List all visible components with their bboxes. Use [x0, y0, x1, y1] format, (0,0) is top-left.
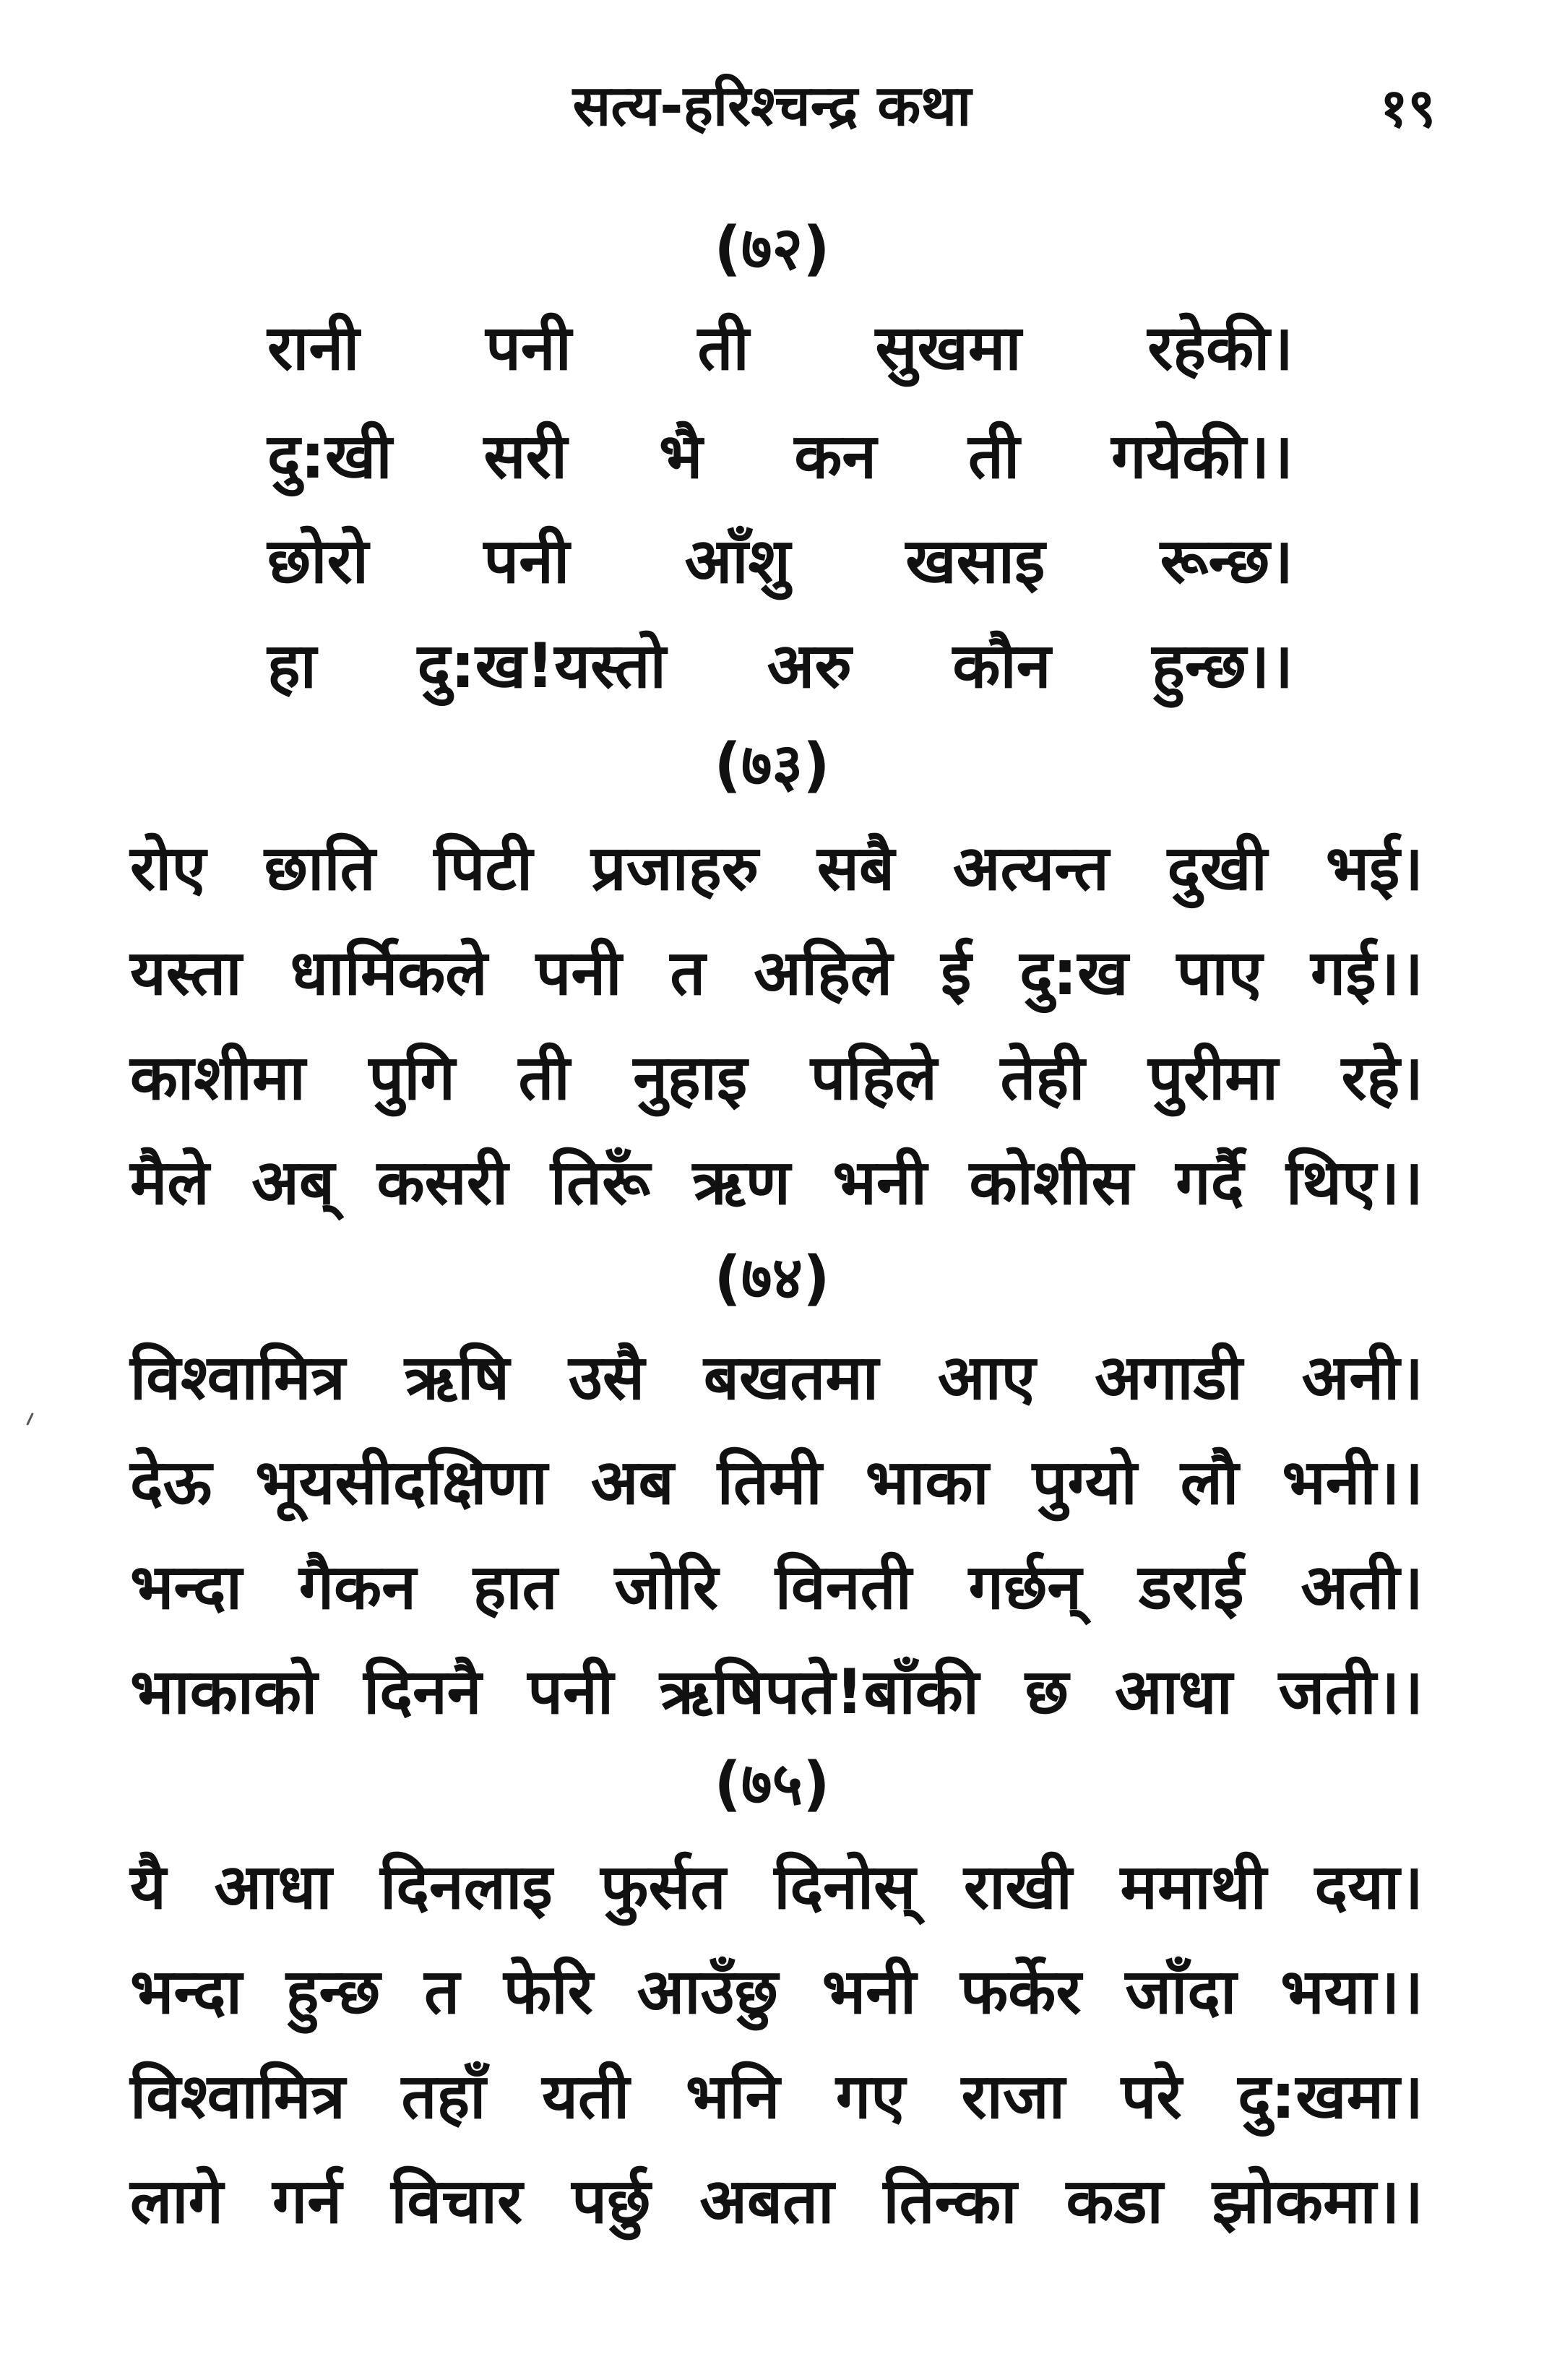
word: अबता — [699, 2165, 834, 2238]
running-title: सत्य-हरिश्चन्द्र कथा — [572, 74, 972, 139]
word: अती। — [1301, 1551, 1423, 1624]
word: दु:खी — [267, 421, 392, 493]
word: यस्ता — [130, 937, 242, 1009]
word: भनी — [832, 1147, 927, 1219]
word: भाका — [865, 1446, 989, 1519]
page-header — [0, 43, 1544, 139]
word: हुन्छ — [285, 1956, 381, 2028]
word: सरी — [483, 421, 568, 493]
word: पुरीमा — [1147, 1042, 1278, 1114]
word: सुखमा — [875, 312, 1022, 384]
verse-line — [130, 1333, 1423, 1418]
word: अत्यन्त — [952, 832, 1109, 905]
word: जती।। — [1278, 1656, 1423, 1728]
word: अगाडी — [1095, 1342, 1243, 1414]
verse-line — [130, 2157, 1423, 2241]
word: तिरूँ — [550, 1147, 650, 1219]
word: भया।। — [1280, 1956, 1423, 2028]
word: भनी — [821, 1956, 917, 2028]
verse-line — [267, 517, 1293, 601]
word: पुग्यो — [1032, 1446, 1137, 1519]
word: ऋण — [692, 1147, 790, 1219]
word: फर्केर — [960, 1956, 1082, 2028]
word: विनती — [775, 1551, 912, 1624]
word: बखतमा — [703, 1342, 879, 1414]
verse-line — [130, 1647, 1423, 1732]
word: ऋषि — [404, 1342, 510, 1414]
word: डराई — [1138, 1551, 1244, 1624]
verse-line — [130, 1438, 1423, 1522]
word: कसरी — [376, 1147, 509, 1219]
word: गयेकी।। — [1111, 421, 1293, 493]
word: अब् — [251, 1147, 335, 1219]
word: गई।। — [1311, 937, 1423, 1009]
word: दु:ख — [1019, 937, 1129, 1009]
verse-line — [130, 1543, 1423, 1627]
word: मैले — [130, 1147, 210, 1219]
word: काशीमा — [130, 1042, 306, 1114]
word: सबै — [816, 832, 895, 905]
word: हुन्छ।। — [1152, 630, 1293, 702]
word: कन — [794, 421, 877, 493]
word: दु:खमा। — [1238, 2061, 1423, 2133]
word: कौन — [952, 630, 1051, 702]
word: थिए।। — [1285, 1147, 1423, 1219]
word: परे — [1121, 2061, 1182, 2133]
word: ती — [967, 421, 1020, 493]
word: गए — [835, 2061, 905, 2133]
word: गर्दै — [1176, 1147, 1244, 1219]
word: खसाइ — [905, 525, 1045, 598]
word: ई — [941, 937, 972, 1009]
word: आँशु — [684, 525, 790, 598]
word: पनी — [486, 312, 572, 384]
verse-line — [130, 1842, 1423, 1927]
word: अनी। — [1301, 1342, 1423, 1414]
word: विश्वामित्र — [130, 2061, 345, 2133]
scan-speck — [26, 1413, 33, 1426]
word: रून्छ। — [1160, 525, 1293, 598]
word: गर्छन् — [968, 1551, 1082, 1624]
word: आधा — [214, 1851, 332, 1923]
verse-number: (७३) — [714, 731, 830, 800]
word: पुगि — [368, 1042, 455, 1114]
word: झोकमा।। — [1212, 2165, 1423, 2238]
verse-line — [267, 303, 1293, 388]
word: दिननै — [363, 1656, 482, 1728]
word: आउँछु — [637, 1956, 778, 2028]
word: पनी — [483, 525, 570, 598]
verse-number: (७४) — [714, 1244, 830, 1313]
word: भाकाको — [130, 1656, 318, 1728]
word: दिनलाइ — [380, 1851, 553, 1923]
word: राजा — [961, 2061, 1066, 2133]
word: कडा — [1066, 2165, 1163, 2238]
word: विश्वामित्र — [130, 1342, 345, 1414]
word: छ — [1025, 1656, 1069, 1728]
word: छाति — [264, 832, 376, 905]
word: तहाँ — [401, 2061, 486, 2133]
word: लागे — [130, 2165, 223, 2238]
word: पर्छु — [572, 2165, 651, 2238]
verse-line — [130, 1138, 1423, 1223]
word: दिनोस् — [774, 1851, 916, 1923]
word: लौ — [1180, 1446, 1239, 1519]
word: तेही — [1000, 1042, 1085, 1114]
word: राखी — [963, 1851, 1072, 1923]
word: पहिले — [810, 1042, 937, 1114]
word: रहेकी। — [1147, 312, 1293, 384]
word: दया। — [1314, 1851, 1423, 1923]
word: रहे। — [1341, 1042, 1423, 1114]
word: दु:ख!यस्तो — [417, 630, 666, 702]
word: भनी।। — [1282, 1446, 1423, 1519]
word: यै — [130, 1851, 166, 1923]
word: फुर्सत — [600, 1851, 726, 1923]
word: ती — [518, 1042, 570, 1114]
word: उसै — [568, 1342, 645, 1414]
verse-number: (७२) — [714, 215, 830, 283]
verse-line — [130, 824, 1423, 908]
verse-line — [130, 1947, 1423, 2032]
word: जोरि — [614, 1551, 718, 1624]
verse-line — [130, 928, 1423, 1013]
word: अरु — [767, 630, 852, 702]
word: प्रजाहरु — [590, 832, 759, 905]
word: त — [670, 937, 706, 1009]
verse-line — [130, 2052, 1423, 2137]
word: धार्मिकले — [290, 937, 488, 1009]
word: भन्दा — [130, 1956, 242, 2028]
page-number: १९ — [1380, 77, 1436, 139]
word: छोरो — [267, 525, 369, 598]
word: विचार — [391, 2165, 523, 2238]
word: तिन्का — [883, 2165, 1017, 2238]
word: कोशीस — [969, 1147, 1134, 1219]
word: हात — [473, 1551, 558, 1624]
verse-line — [130, 1033, 1423, 1118]
word: भई। — [1325, 832, 1423, 905]
word: पनी — [527, 1656, 614, 1728]
word: हा — [267, 630, 316, 702]
word: पिटी — [434, 832, 533, 905]
word: पनी — [535, 937, 622, 1009]
word: गैकन — [298, 1551, 416, 1624]
word: आधा — [1114, 1656, 1233, 1728]
word: तिमी — [717, 1446, 822, 1519]
verse-number: (७५) — [714, 1750, 830, 1819]
word: भनि — [685, 2061, 780, 2133]
word: जाँदा — [1125, 1956, 1237, 2028]
word: ममाथी — [1120, 1851, 1267, 1923]
word: भूयसीदक्षिणा — [255, 1446, 548, 1519]
word: फेरि — [504, 1956, 593, 2028]
word: अब — [590, 1446, 674, 1519]
word: त — [424, 1956, 460, 2028]
word: आए — [937, 1342, 1036, 1414]
word: ऋषिपते!बाँकी — [659, 1656, 980, 1728]
word: यती — [542, 2061, 630, 2133]
word: रोए — [130, 832, 207, 905]
verse-line — [267, 412, 1293, 496]
word: दुखी — [1167, 832, 1267, 905]
word: ती — [697, 312, 749, 384]
word: अहिले — [754, 937, 893, 1009]
word: पाए — [1176, 937, 1263, 1009]
verse-line — [267, 621, 1293, 706]
word: भै — [659, 421, 703, 493]
word: देऊ — [130, 1446, 212, 1519]
word: नुहाइ — [633, 1042, 748, 1114]
word: गर्न — [272, 2165, 342, 2238]
word: रानी — [267, 312, 360, 384]
word: भन्दा — [130, 1551, 242, 1624]
